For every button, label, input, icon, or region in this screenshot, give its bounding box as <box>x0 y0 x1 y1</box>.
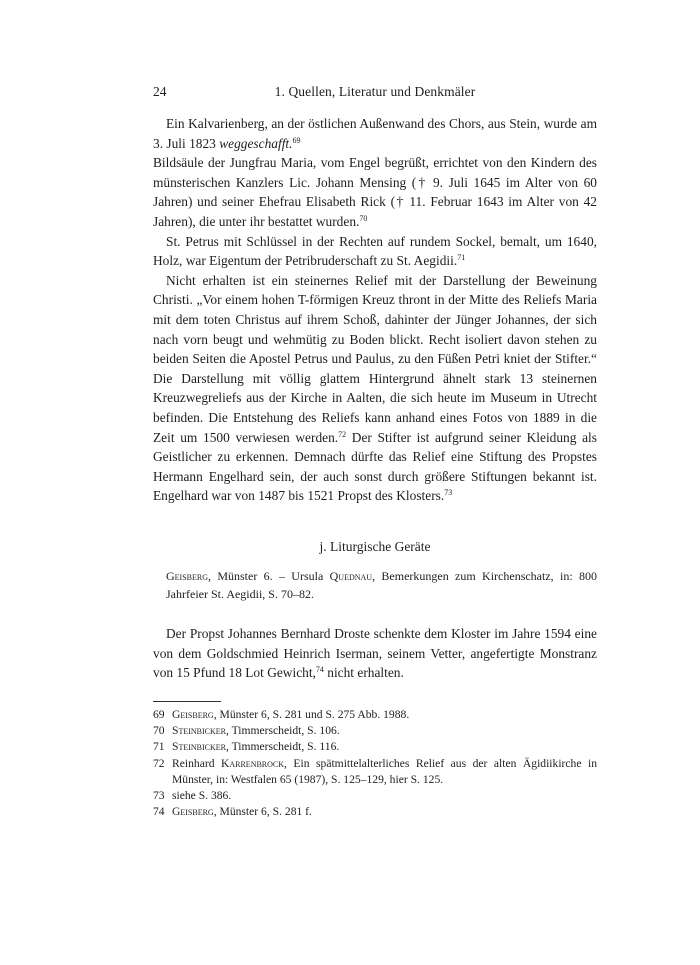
text-run: nicht erhalten. <box>323 665 404 681</box>
italic-text: weggeschafft. <box>219 135 293 151</box>
author-name: Geisberg <box>172 708 214 721</box>
author-name: Steinbicker <box>172 724 226 738</box>
footnotes <box>153 707 597 820</box>
footnote <box>153 788 597 804</box>
text-run: , Timmerscheidt, S. 106. <box>226 724 340 738</box>
running-title: 1. Quellen, Literatur und Denkmäler <box>274 84 476 99</box>
footnote <box>153 707 597 723</box>
footnote <box>153 756 597 788</box>
main-text-continued <box>153 624 597 683</box>
author-name: Geisberg <box>172 805 214 819</box>
text-run: Der Propst Johannes Bernhard Droste schenkte dem Kloster im Jahre 1594 eine von dem Goldschmied Heinrich Iserman, seinem Vetter, angefertigte Monstranz von 15 Pfund 18 Lot Gewicht, <box>153 626 597 681</box>
text-run: Reinhard <box>172 756 221 770</box>
paragraph <box>153 114 597 153</box>
author-name: Geisberg <box>166 569 209 583</box>
text-run: Bildsäule der Jungfrau Maria, vom Engel begrüßt, errichtet von den Kindern des münsterischen Kanzlers Lic. Johann Mensing († 9. Juli 1645 im Alter von 60 Jahren) und seiner Ehefrau Elisabeth Rick († 11. Februar 1643 im Alter von 42 Jahren), die unter ihr bestattet wurden. <box>153 155 597 229</box>
footnote-number: 74 <box>153 805 165 819</box>
footnote-reference: 73 <box>444 488 453 498</box>
footnote-reference: 74 <box>315 665 324 675</box>
footnote-number: 72 <box>153 756 165 770</box>
footnote-number: 71 <box>153 740 165 754</box>
paragraph <box>153 232 597 271</box>
text-run: Der Stifter ist aufgrund seiner Kleidung als Geistlicher zu erkennen. Demnach dürfte das Relief eine Stiftung des Propstes Hermann Engelhard sein, der auch sonst durch größere Stiftungen bekannt ist. Engelhard war von 1487 bis 1521 Propst des Klosters. <box>153 429 597 504</box>
paragraph <box>153 271 597 506</box>
footnote-reference: 70 <box>359 213 368 223</box>
footnote <box>153 739 597 755</box>
footnote <box>153 723 597 739</box>
footnote <box>153 804 597 820</box>
main-text <box>153 114 597 506</box>
text-run: , Timmerscheidt, S. 116. <box>226 740 340 754</box>
footnote-reference: 71 <box>457 253 466 263</box>
section-heading: j. Liturgische Geräte <box>319 539 431 554</box>
author-name: Steinbicker <box>172 740 226 754</box>
bibliography-note <box>166 568 597 603</box>
footnote-number: 73 <box>153 789 165 803</box>
text-run: St. Petrus mit Schlüssel in der Rechten auf rundem Sockel, bemalt, um 1640, Holz, war Eigentum der Petribruderschaft zu St. Aegidii. <box>153 233 597 269</box>
footnote-number: 69 <box>153 708 165 721</box>
author-name: Quednau <box>329 569 373 583</box>
paragraph <box>153 624 597 683</box>
text-run: , Münster 6. – Ursula <box>208 569 330 583</box>
page-number: 24 <box>153 84 167 99</box>
text-run: , Ein spätmittelalterliches Relief aus der alten Ägidiikirche in Münster, in: Westfalen 65 (1987), S. 125–129, hier S. 125. <box>172 756 597 786</box>
footnote-number: 70 <box>153 724 165 738</box>
paragraph <box>153 153 597 231</box>
text-run: siehe S. 386. <box>172 789 232 803</box>
text-run: , Münster 6, S. 281 und S. 275 Abb. 1988. <box>213 708 410 721</box>
text-run: , Bemerkungen zum Kirchenschatz, in: 800 Jahrfeier St. Aegidii, S. 70–82. <box>166 569 597 601</box>
footnote-reference: 72 <box>338 429 347 439</box>
text-run: Nicht erhalten ist ein steinernes Relief mit der Darstellung der Beweinung Christi. „Vor einem hohen T-förmigen Kreuz thront in der Mitte des Reliefs Maria mit dem toten Christus auf ihrem Schoß, dahinter der Jünger Johannes, der sich nach vorn beugt und wehmütig zu Boden blickt. Recht isoliert davon stehen zu beiden Seiten die Apostel Petrus und Paulus, zu den Füßen Petri kniet der Stifter.“ Die Darstellung mit völlig glattem Hintergrund ähnelt stark 13 steinernen Kreuzwegreliefs aus der Kirche in Aalten, die sich heute im Museum in Utrecht befinden. Die Entstehung des Reliefs kann anhand eines Fotos von 1889 in die Zeit um 1500 verwiesen werden. <box>153 272 597 445</box>
footnote-reference: 69 <box>292 135 301 145</box>
author-name: Karrenbrock <box>220 756 285 770</box>
footnote-rule <box>153 701 221 702</box>
text-run: , Münster 6, S. 281 f. <box>213 805 312 819</box>
text-run: Ein Kalvarienberg, an der östlichen Außenwand des Chors, aus Stein, wurde am 3. Juli 1823 <box>153 116 597 151</box>
